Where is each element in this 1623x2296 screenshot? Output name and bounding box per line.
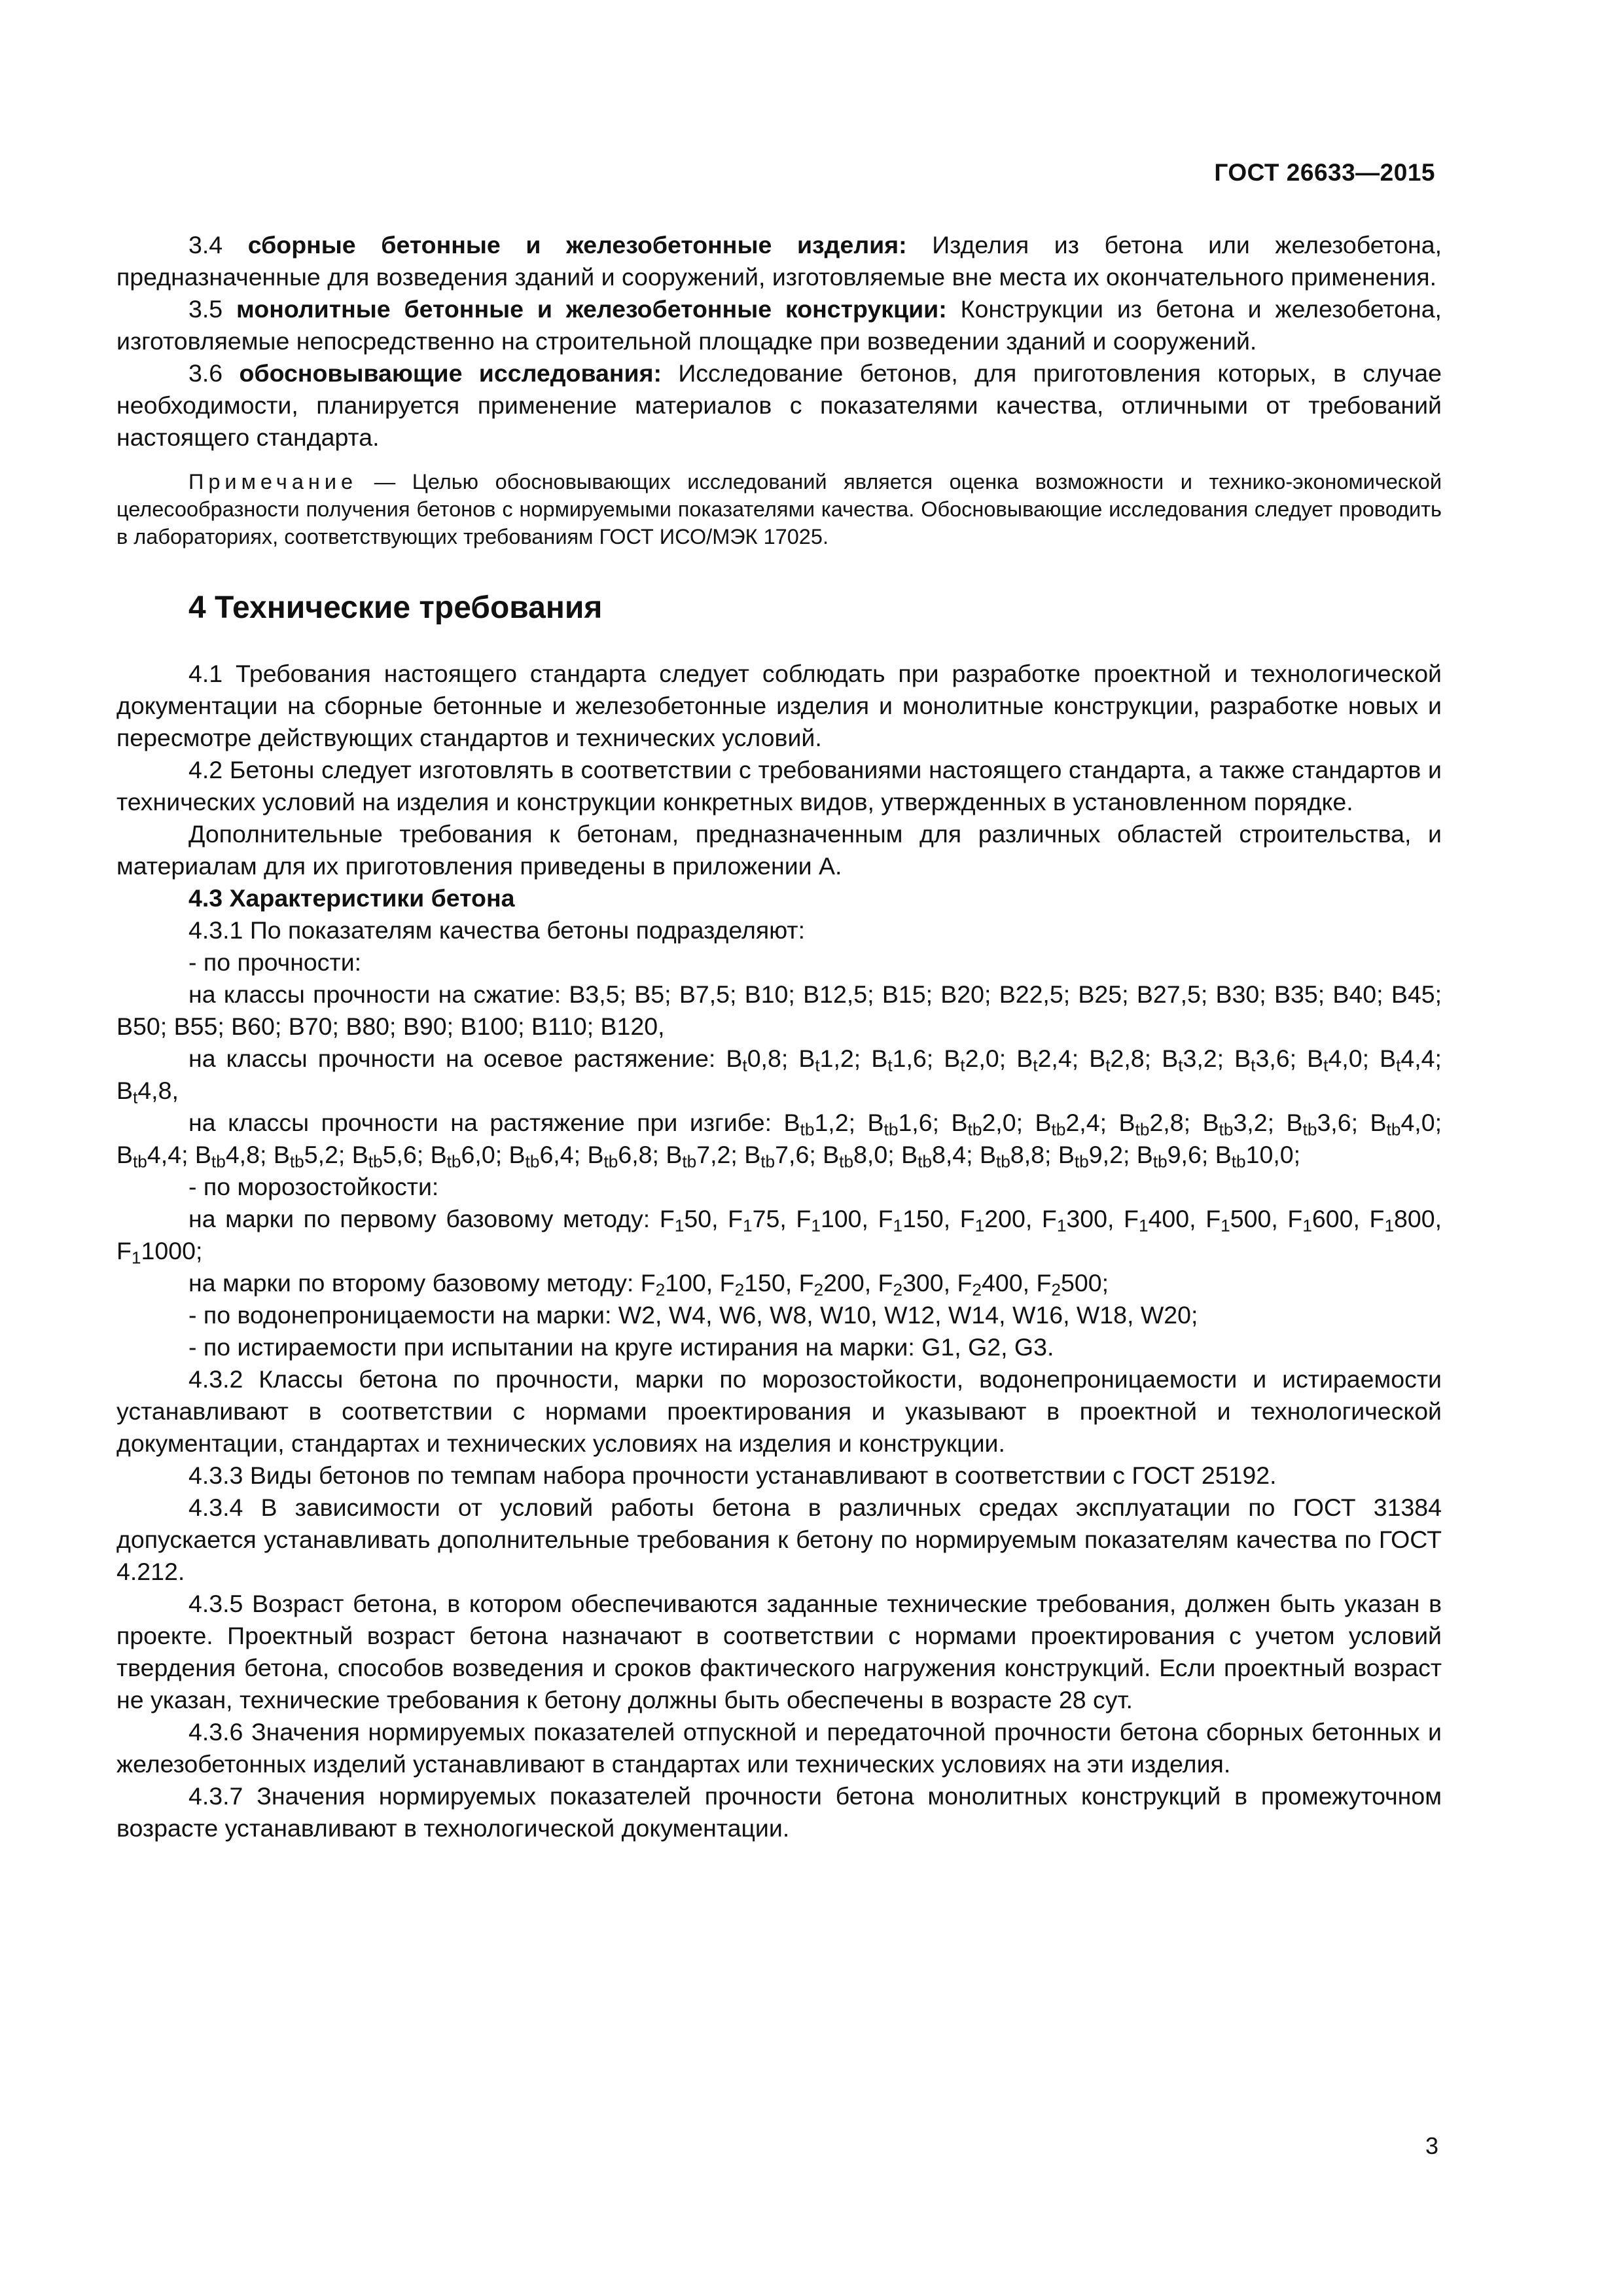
- class-item: B70: [288, 1013, 332, 1040]
- class-item: $B_{tb}5,6$: [351, 1141, 417, 1172]
- axial-tension-classes: [116, 1043, 1442, 1107]
- class-item: $B_{tb}6,4$: [508, 1141, 574, 1172]
- class-item: B90: [402, 1013, 447, 1040]
- paragraph-4-3-5: 4.3.5 Возраст бетона, в котором обеспечиваются заданные технические требования, должен быть указан в проекте. Проектный возраст бетона назначают в соответствии с нормами проектирования с учетом условий твердения бетона, способов возведения и сроков фактического нагружения конструкций. Если проектный возраст не указан, технические требования к бетону должны быть обеспечены в возрасте 28 сут.: [116, 1590, 1442, 1713]
- class-item: B35: [1274, 980, 1318, 1008]
- term-definition: Исследование бетонов, для приготовления которых, в случае необходимости, планируется применение материалов с показателями качества, отличными от требований настоящего стандарта.: [116, 359, 1442, 451]
- class-item: $F_1400$: [1124, 1205, 1190, 1236]
- term-3-5: [116, 293, 1442, 357]
- class-item: B25: [1078, 980, 1122, 1008]
- class-item: B110: [531, 1013, 587, 1040]
- compression-class-list: B3,5; B5; B7,5; B10; B12,5; B15; B20; B22,5; B25; B27,5; B30; B35; B40; B45; B50; B55; B60; B70; B80; B90; B100; B110; B120,: [116, 980, 1442, 1040]
- paragraph-4-3-2: 4.3.2 Классы бетона по прочности, марки по морозостойкости, водонепроницаемости и истираемости устанавливают в соответствии с нормами проектирования и указывают в проектной и технологической документации, стандартах и технических условиях на изделия и конструкции.: [116, 1365, 1442, 1457]
- class-item: $B_{tb}7,2$: [666, 1141, 731, 1172]
- class-item: B27,5: [1136, 980, 1201, 1008]
- class-item: B80: [346, 1013, 390, 1040]
- class-item: $B_t1,2$: [798, 1045, 854, 1075]
- class-item: $B_t1,6$: [871, 1045, 927, 1075]
- class-item: $B_{tb}4,0$: [1370, 1109, 1435, 1139]
- term-number: 3.6: [188, 359, 223, 387]
- class-item: $B_t2,0$: [944, 1045, 999, 1075]
- note-text: — Целью обосновывающих исследований является оценка возможности и технико-экономической целесообразности получения бетонов с нормируемыми показателями качества. Обосновывающие исследования следует проводить в лабораториях, соответствующих требованиям ГОСТ ИСО/МЭК 17025.: [116, 470, 1442, 548]
- class-item: $B_t4,4$: [1380, 1045, 1435, 1075]
- note-label: Примечание: [188, 470, 358, 493]
- frost-method-1-lead: на марки по первому базовому методу:: [188, 1205, 651, 1232]
- section-4-heading: 4 Технические требования: [188, 590, 603, 625]
- subsection-4-3-heading: 4.3 Характеристики бетона: [188, 884, 515, 912]
- class-item: $B_t2,8$: [1089, 1045, 1145, 1075]
- axial-tension-lead: на классы прочности на осевое растяжение:: [188, 1045, 716, 1072]
- class-item: $B_{tb}3,2$: [1202, 1109, 1268, 1139]
- bending-class-list: $B_{tb}1,2$; $B_{tb}1,6$; $B_{tb}2,0$; $B_{tb}2,4$; $B_{tb}2,8$; $B_{tb}3,2$; $B_{tb}3,6$; $B_{tb}4,0$; $B_{tb}4,4$; $B_{tb}4,8$; $B_{tb}5,2$; $B_{tb}5,6$; $B_{tb}6,0$; $B_{tb}6,4$; $B_{tb}6,8$; $B_{tb}7,2$; $B_{tb}7,6$; $B_{tb}8,0$; $B_{tb}8,4$; $B_{tb}8,8$; $B_{tb}9,2$; $B_{tb}9,6$; $B_{tb}10,0$;: [116, 1109, 1442, 1172]
- class-item: $F_1200$: [959, 1205, 1026, 1236]
- document-body: [116, 229, 1442, 1844]
- class-item: B12,5: [803, 980, 868, 1008]
- paragraph-4-2: 4.2 Бетоны следует изготовлять в соответствии с требованиями настоящего стандарта, а также стандартов и технических условий на изделия и конструкции конкретных видов, утвержденных в установленном порядке.: [116, 756, 1442, 816]
- class-item: $F_2200$: [798, 1269, 865, 1300]
- class-item: B60: [231, 1013, 275, 1040]
- class-item: $B_{tb}1,2$: [783, 1109, 849, 1139]
- class-item: B20: [940, 980, 984, 1008]
- frost-method-2-lead: на марки по второму базовому методу:: [188, 1269, 634, 1297]
- compression-lead: на классы прочности на сжатие:: [188, 980, 562, 1008]
- term-name: обосновывающие исследования:: [239, 359, 662, 387]
- term-definition: Изделия из бетона или железобетона, предназначенные для возведения зданий и сооружений, изготовляемые вне места их окончательного применения.: [116, 231, 1442, 291]
- list-item-strength: - по прочности:: [188, 948, 362, 976]
- paragraph-4-3-7: 4.3.7 Значения нормируемых показателей прочности бетона монолитных конструкций в промежуточном возрасте устанавливают в технологической документации.: [116, 1782, 1442, 1842]
- class-item: $F_11000$: [116, 1237, 196, 1268]
- class-item: $B_t3,2$: [1162, 1045, 1217, 1075]
- class-item: B100: [460, 1013, 518, 1040]
- term-number: 3.5: [188, 295, 223, 323]
- paragraph-4-3-3: 4.3.3 Виды бетонов по темпам набора прочности устанавливают в соответствии с ГОСТ 25192.: [188, 1462, 1277, 1489]
- compression-classes: [116, 978, 1442, 1043]
- class-item: $F_2100$: [640, 1269, 706, 1300]
- frost-method-2-grades: [116, 1267, 1442, 1299]
- axial-tension-class-list: $B_t0,8$; $B_t1,2$; $B_t1,6$; $B_t2,0$; $B_t2,4$; $B_t2,8$; $B_t3,2$; $B_t3,6$; $B_t4,0$; $B_t4,4$; $B_t4,8$,: [116, 1045, 1442, 1107]
- class-item: B15: [882, 980, 926, 1008]
- class-item: $F_1600$: [1287, 1205, 1353, 1236]
- class-item: B3,5: [569, 980, 620, 1008]
- frost-method-2-list: $F_2100$, $F_2150$, $F_2200$, $F_2300$, $F_2400$, $F_2500$;: [640, 1269, 1109, 1300]
- paragraph-4-3-6: 4.3.6 Значения нормируемых показателей отпускной и передаточной прочности бетона сборных бетонных и железобетонных изделий устанавливают в стандартах или технических условиях на эти изделия.: [116, 1718, 1442, 1778]
- class-item: B5: [634, 980, 665, 1008]
- class-item: $B_{tb}4,4$: [116, 1141, 182, 1172]
- class-item: $F_150$: [659, 1205, 712, 1236]
- term-number: 3.4: [188, 231, 223, 259]
- term-name: сборные бетонные и железобетонные изделия:: [247, 231, 907, 259]
- class-item: $F_1300$: [1041, 1205, 1107, 1236]
- list-item-frost: - по морозостойкости:: [188, 1173, 439, 1200]
- class-item: $F_1150$: [878, 1205, 944, 1236]
- class-item: B10: [744, 980, 789, 1008]
- class-item: B120: [600, 1013, 658, 1040]
- class-item: $B_{tb}9,6$: [1136, 1141, 1202, 1172]
- class-item: B7,5: [679, 980, 730, 1008]
- class-item: $B_t4,0$: [1307, 1045, 1363, 1075]
- class-item: $F_2300$: [878, 1269, 944, 1300]
- class-item: B50: [116, 1013, 160, 1040]
- note-paragraph: [116, 468, 1442, 550]
- list-item-water-resistance: - по водонепроницаемости на марки: W2, W4, W6, W8, W10, W12, W14, W16, W18, W20;: [188, 1301, 1198, 1329]
- class-item: $B_t0,8$: [726, 1045, 781, 1075]
- paragraph-4-3-1: 4.3.1 По показателям качества бетоны подразделяют:: [188, 916, 806, 944]
- list-item-abrasion: - по истираемости при испытании на круге истирания на марки: G1, G2, G3.: [188, 1333, 1054, 1361]
- class-item: $F_2500$: [1036, 1269, 1102, 1300]
- class-item: $B_{tb}4,8$: [194, 1141, 260, 1172]
- class-item: B30: [1215, 980, 1260, 1008]
- class-item: B22,5: [999, 980, 1063, 1008]
- class-item: $B_{tb}3,6$: [1286, 1109, 1351, 1139]
- class-item: $B_{tb}7,6$: [744, 1141, 810, 1172]
- page-number: 3: [1425, 2132, 1438, 2159]
- class-item: $F_2400$: [957, 1269, 1023, 1300]
- class-item: $B_t4,8$: [116, 1077, 172, 1107]
- class-item: $F_1800$: [1369, 1205, 1435, 1236]
- class-item: B45: [1391, 980, 1435, 1008]
- term-3-4: [116, 229, 1442, 293]
- class-item: $B_{tb}9,2$: [1058, 1141, 1123, 1172]
- class-item: $F_175$: [728, 1205, 780, 1236]
- class-item: B40: [1332, 980, 1377, 1008]
- class-item: $F_1100$: [796, 1205, 862, 1236]
- class-item: $B_{tb}2,8$: [1118, 1109, 1184, 1139]
- class-item: $B_{tb}10,0$: [1215, 1141, 1294, 1172]
- paragraph-4-1: 4.1 Требования настоящего стандарта следует соблюдать при разработке проектной и технологической документации на сборные бетонные и железобетонные изделия и монолитные конструкции, разработке новых и пересмотре действующих стандартов и технических условий.: [116, 660, 1442, 751]
- class-item: $B_{tb}1,6$: [867, 1109, 933, 1139]
- bending-lead: на классы прочности на растяжение при изгибе:: [188, 1109, 772, 1136]
- class-item: $F_1500$: [1205, 1205, 1272, 1236]
- class-item: $B_{tb}2,0$: [951, 1109, 1016, 1139]
- class-item: $B_{tb}2,4$: [1035, 1109, 1100, 1139]
- class-item: $B_{tb}8,8$: [979, 1141, 1045, 1172]
- document-code-header: ГОСТ 26633—2015: [1214, 159, 1435, 186]
- paragraph-4-3-4: 4.3.4 В зависимости от условий работы бетона в различных средах эксплуатации по ГОСТ 31384 допускается устанавливать дополнительные требования к бетону по нормируемым показателям качества по ГОСТ 4.212.: [116, 1494, 1442, 1585]
- paragraph-4-2-additional: Дополнительные требования к бетонам, предназначенным для различных областей строительства, и материалам для их приготовления приведены в приложении А.: [116, 820, 1442, 880]
- class-item: $B_t3,6$: [1234, 1045, 1290, 1075]
- class-item: $B_{tb}6,8$: [587, 1141, 652, 1172]
- term-definition: Конструкции из бетона и железобетона, изготовляемые непосредственно на строительной площадке при возведении зданий и сооружений.: [116, 295, 1442, 355]
- bending-classes: [116, 1107, 1442, 1171]
- term-name: монолитные бетонные и железобетонные конструкции:: [236, 295, 947, 323]
- frost-method-1-list: $F_150$, $F_175$, $F_1100$, $F_1150$, $F_1200$, $F_1300$, $F_1400$, $F_1500$, $F_1600$, $F_1800$, $F_11000$;: [116, 1205, 1442, 1268]
- class-item: $B_{tb}8,4$: [901, 1141, 967, 1172]
- class-item: $B_{tb}8,0$: [823, 1141, 888, 1172]
- class-item: $B_{tb}5,2$: [273, 1141, 338, 1172]
- class-item: $F_2150$: [719, 1269, 785, 1300]
- class-item: B55: [173, 1013, 218, 1040]
- class-item: $B_t2,4$: [1016, 1045, 1072, 1075]
- class-item: $B_{tb}6,0$: [430, 1141, 495, 1172]
- term-3-6: [116, 357, 1442, 454]
- frost-method-1-grades: [116, 1203, 1442, 1267]
